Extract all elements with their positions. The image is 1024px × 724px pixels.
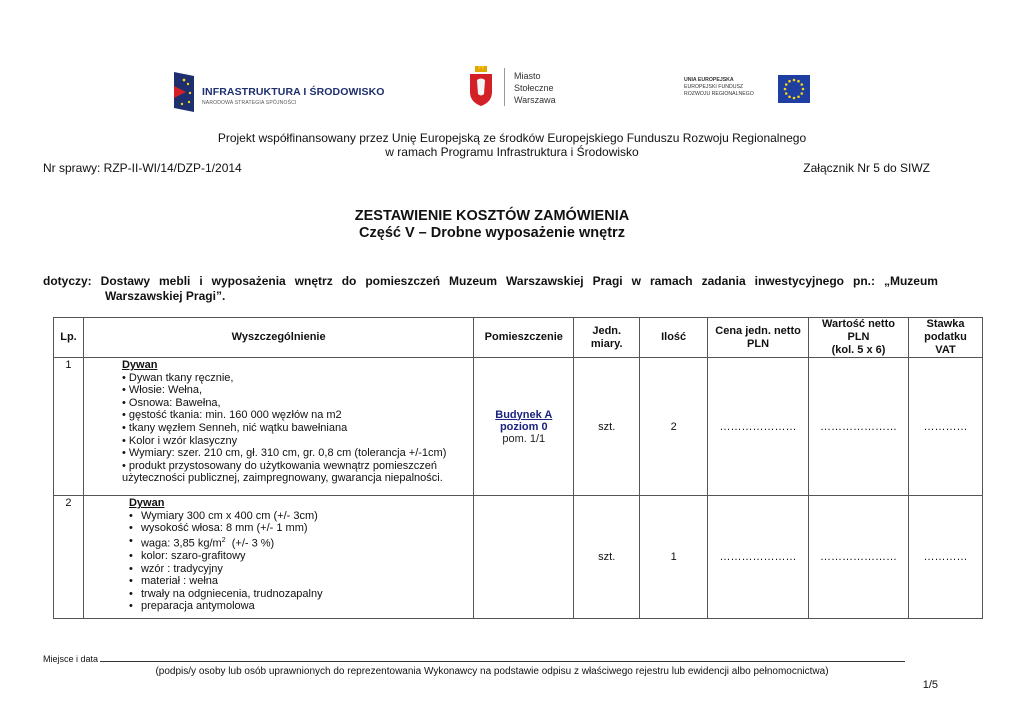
row-description xyxy=(83,496,473,619)
concerns-word: Muzeum xyxy=(449,274,498,288)
infrastructure-logo-name: INFRASTRUKTURA I ŚRODOWISKO xyxy=(202,86,385,98)
weight-text: waga: 3,85 kg/m xyxy=(140,537,222,550)
spec-bullet-text: trwały na odgniecenia, trudnozapalny xyxy=(140,587,323,600)
project-cofinancing-note xyxy=(0,131,1024,159)
row-vat-field: ………… xyxy=(908,358,982,496)
logo-bar xyxy=(0,64,1024,114)
attachment-label: Załącznik Nr 5 do SIWZ xyxy=(803,161,930,175)
row-unit: szt. xyxy=(574,496,640,619)
concerns-word: pn.: xyxy=(852,274,875,288)
place-and-date xyxy=(43,654,905,664)
header-value xyxy=(809,318,909,358)
header-room: Pomieszczenie xyxy=(474,318,574,358)
concerns-word: mebli xyxy=(159,274,191,288)
header-value-line: (kol. 5 x 6) xyxy=(831,344,886,356)
title-line-1: ZESTAWIENIE KOSZTÓW ZAMÓWIENIA xyxy=(354,208,630,224)
spec-bullet-text: wysokość włosa: 8 mm (+/- 1 mm) xyxy=(140,522,308,535)
concerns-word: wyposażenia xyxy=(211,274,286,288)
spec-bullet xyxy=(129,600,469,613)
eu-star-icon xyxy=(785,92,788,95)
header-price-line: PLN xyxy=(747,337,770,350)
spec-bullet xyxy=(129,588,469,601)
eu-logo xyxy=(684,72,812,106)
concerns-word: ramach xyxy=(649,274,693,288)
bullet-mark: • xyxy=(128,587,133,600)
header-vat-line: podatku xyxy=(924,331,967,343)
header-value-line: Wartość netto xyxy=(822,318,895,330)
place-signature-line xyxy=(100,654,905,662)
eu-star-icon xyxy=(800,83,803,86)
concerns-word: do xyxy=(341,274,357,288)
row-room xyxy=(474,496,574,619)
row-vat-field: ………… xyxy=(908,496,982,619)
table-row xyxy=(54,496,983,619)
row-lp: 2 xyxy=(54,496,84,619)
spec-bullet-text: preparacja antymolowa xyxy=(140,600,255,613)
spec-bullet-text xyxy=(141,535,274,550)
row-price-field: ………………… xyxy=(708,496,809,619)
eu-star-icon xyxy=(802,88,805,91)
concerns-line-2: Warszawskiej Pragi”. xyxy=(105,289,226,303)
spec-bullet xyxy=(129,575,469,588)
eu-logo-line: EUROPEJSKI FUNDUSZ xyxy=(684,84,744,90)
place-label: Miejsce i data xyxy=(43,654,99,664)
spec-bullet xyxy=(129,510,469,523)
concerns-word: wnętrz xyxy=(294,274,333,288)
eu-star-icon xyxy=(793,97,796,100)
row-room xyxy=(474,358,574,496)
weight-superscript: 2 xyxy=(221,536,226,544)
warsaw-logo-divider xyxy=(504,68,505,106)
concerns-word: dotyczy: xyxy=(43,274,92,288)
concerns-word: pomieszczeń xyxy=(365,274,441,288)
bullet-mark: • xyxy=(128,522,133,535)
spec-bullet xyxy=(129,550,469,563)
eu-star-icon xyxy=(797,95,800,98)
header-price xyxy=(708,318,809,358)
eu-star-icon xyxy=(800,92,803,95)
concerns-word: „Muzeum xyxy=(883,274,938,288)
warsaw-logo-text xyxy=(514,70,556,106)
case-number: Nr sprawy: RZP-II-WI/14/DZP-1/2014 xyxy=(43,161,242,175)
spec-line: użyteczności publicznej, zaimpregnowany, gwarancja niepalności. xyxy=(121,472,443,485)
bullet-mark: • xyxy=(128,562,133,575)
concerns-word: Pragi xyxy=(592,274,623,288)
header-qty: Ilość xyxy=(640,318,708,358)
infrastructure-logo-subtitle: NARODOWA STRATEGIA SPÓJNOŚCI xyxy=(202,100,297,106)
eu-star-icon xyxy=(788,80,791,83)
spec-line: • Dywan tkany ręcznie, xyxy=(121,371,234,384)
row-value-field: ………………… xyxy=(809,358,909,496)
concerns-word: zadania xyxy=(701,274,746,288)
table-row xyxy=(54,358,983,496)
concerns-word: Dostawy xyxy=(100,274,151,288)
eu-star-icon xyxy=(784,88,787,91)
weight-tolerance: (+/- 3 %) xyxy=(231,537,275,550)
spec-line: • Kolor i wzór klasyczny xyxy=(121,434,238,447)
row-lp: 1 xyxy=(54,358,84,496)
spec-bullet-text: materiał : wełna xyxy=(140,575,219,588)
spec-bullet xyxy=(129,522,469,535)
room-number: pom. 1/1 xyxy=(502,432,546,445)
warsaw-logo-line: Warszawa xyxy=(514,95,556,105)
concerns-word: i xyxy=(199,274,203,288)
spec-bullet-text: Wymiary 300 cm x 400 cm (+/- 3cm) xyxy=(140,509,318,522)
spec-bullet-text: wzór : tradycyjny xyxy=(140,562,223,575)
concerns-paragraph xyxy=(43,274,938,304)
header-unit-line: Jedn. xyxy=(592,324,622,337)
header-vat-line: VAT xyxy=(935,344,956,356)
row-description xyxy=(83,358,473,496)
bullet-mark: • xyxy=(128,534,133,547)
header-vat xyxy=(908,318,982,358)
concerns-word: Warszawskiej xyxy=(506,274,584,288)
header-unit xyxy=(574,318,640,358)
eu-logo-line: ROZWOJU REGIONALNEGO xyxy=(684,91,754,97)
header-vat-line: Stawka xyxy=(926,318,965,330)
item-name: Dywan xyxy=(121,359,158,371)
row-value-field: ………………… xyxy=(809,496,909,619)
document-title xyxy=(0,208,984,242)
eu-star-icon xyxy=(788,95,791,98)
header-value-line: PLN xyxy=(847,331,870,343)
header-price-line: Cena jedn. netto xyxy=(715,324,801,337)
eu-logo-line: UNIA EUROPEJSKA xyxy=(684,77,734,83)
concerns-word: w xyxy=(631,274,641,288)
bullet-mark: • xyxy=(128,550,133,563)
row-unit: szt. xyxy=(574,358,640,496)
bullet-mark: • xyxy=(128,575,133,588)
eu-logo-text xyxy=(684,77,776,98)
bullet-mark: • xyxy=(128,600,133,613)
spec-line: • Wymiary: szer. 210 cm, gł. 310 cm, gr. 0,8 cm (tolerancja +/-1cm) xyxy=(121,447,447,460)
eu-star-icon xyxy=(797,80,800,83)
spec-line: • gęstość tkania: min. 160 000 węzłów na m2 xyxy=(121,409,342,422)
header-lp: Lp. xyxy=(54,318,84,358)
concerns-line-1 xyxy=(43,274,938,289)
room-building: Budynek A xyxy=(495,408,553,421)
row-qty: 2 xyxy=(640,358,708,496)
eu-star-icon xyxy=(785,83,788,86)
infrastructure-flag-icon xyxy=(172,72,196,112)
warsaw-logo-line: Stołeczne xyxy=(514,83,554,93)
spec-bullet-text: kolor: szaro-grafitowy xyxy=(140,550,246,563)
row-price-field: ………………… xyxy=(708,358,809,496)
project-line-2: w ramach Programu Infrastruktura i Środowisko xyxy=(385,145,639,159)
header-item: Wyszczególnienie xyxy=(83,318,473,358)
spec-line: • Włosie: Wełna, xyxy=(121,384,203,397)
spec-bullet xyxy=(129,563,469,576)
eu-flag-icon xyxy=(778,75,810,103)
concerns-word: inwestycyjnego xyxy=(754,274,844,288)
spec-line: • produkt przystosowany do użytkowania wewnątrz pomieszczeń xyxy=(121,459,438,472)
bullet-mark: • xyxy=(128,509,133,522)
cost-table xyxy=(53,317,983,619)
spec-line: • Osnowa: Bawełna, xyxy=(121,396,221,409)
item-name: Dywan xyxy=(128,497,165,509)
project-line-1: Projekt współfinansowany przez Unię Europejską ze środków Europejskiego Funduszu Rozwoju Regionalnego xyxy=(217,131,807,145)
spec-bullet xyxy=(129,535,469,550)
signature-note: (podpis/y osoby lub osób uprawnionych do reprezentowania Wykonawcy na podstawie odpisu z właściwego rejestru lub ewidencji albo pełnomocnictwa) xyxy=(155,666,829,677)
title-line-2: Część V – Drobne wyposażenie wnętrz xyxy=(359,225,625,241)
table-header-row xyxy=(54,318,983,358)
warsaw-logo xyxy=(468,66,568,112)
page-number: 1/5 xyxy=(922,679,938,691)
room-level: poziom 0 xyxy=(499,420,548,433)
row-qty: 1 xyxy=(640,496,708,619)
spec-line: • tkany węzłem Senneh, nić wątku bawełniana xyxy=(121,421,348,434)
warsaw-crest-icon xyxy=(468,66,494,106)
eu-star-icon xyxy=(793,79,796,82)
infrastructure-logo xyxy=(172,72,385,114)
warsaw-logo-line: Miasto xyxy=(514,71,541,81)
header-unit-line: miary. xyxy=(590,337,623,350)
